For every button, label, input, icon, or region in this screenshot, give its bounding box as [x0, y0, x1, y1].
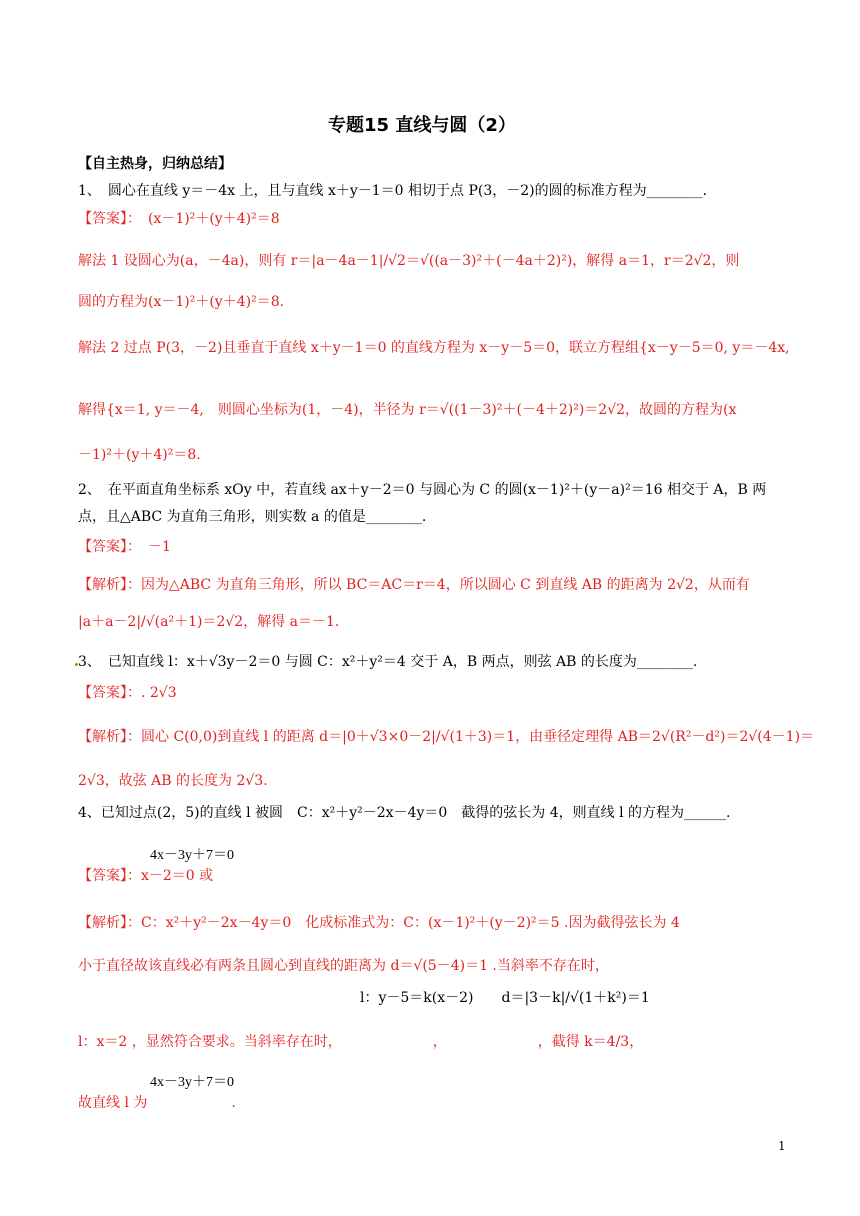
problem-2-solution-line: |a＋a－2|/√(a²＋1)＝2√2，解得 a＝－1.: [78, 614, 340, 630]
problem-1-question: 1、 圆心在直线 y＝－4x 上，且与直线 x＋y－1＝0 相切于点 P(3，－2)的圆的标准方程为________.: [78, 183, 708, 199]
problem-1-solution-line: 解法 1 设圆心为(a，－4a)，则有 r＝|a－4a－1|/√2＝√((a－3)²＋(－4a＋2)²)，解得 a＝1，r＝2√2，则: [78, 253, 740, 269]
problem-2-solution-line: 【解析】：因为△ABC 为直角三角形，所以 BC＝AC＝r＝4，所以圆心 C 到直线 AB 的距离为 2√2，从而有: [78, 577, 750, 593]
problem-1-solution-line: 解法 2 过点 P(3，－2)且垂直于直线 x＋y－1＝0 的直线方程为 x－y－5＝0，联立方程组{x－y－5＝0, y＝－4x,: [78, 340, 790, 356]
problem-4-answer: 【答案】：x－2＝0 或: [78, 868, 214, 884]
problem-4-answer-equation: 4x－3y＋7＝0: [150, 848, 234, 863]
problem-1-solution-line: 解得{x＝1, y＝－4, 则圆心坐标为(1，－4)，半径为 r＝√((1－3)²＋(－4＋2)²)＝2√2，故圆的方程为(x: [78, 402, 737, 418]
problem-1-solution-line: 圆的方程为(x－1)²＋(y＋4)²＝8.: [78, 294, 285, 310]
problem-1-answer: 【答案】： (x－1)²＋(y＋4)²＝8: [78, 211, 280, 227]
problem-2-answer: 【答案】： －1: [78, 539, 171, 555]
problem-3-question: 3、 已知直线 l：x＋√3y－2＝0 与圆 C：x²＋y²＝4 交于 A，B 两点，则弦 AB 的长度为________.: [78, 654, 698, 670]
problem-4-solution-line: l：x＝2 ，显然符合要求。当斜率存在时， ， ，截得 k＝4/3，: [78, 1034, 644, 1050]
problem-2-question: 点，且△ABC 为直角三角形，则实数 a 的值是________.: [78, 509, 427, 525]
section-heading: 【自主热身，归纳总结】: [78, 156, 232, 172]
problem-4-question: 4、已知过点(2，5)的直线 l 被圆 C：x²＋y²－2x－4y＝0 截得的弦长为 4，则直线 l 的方程为______.: [78, 805, 731, 821]
problem-4-solution-line: 小于直径故该直线必有两条且圆心到直线的距离为 d＝√(5－4)＝1 .当斜率不存在时，: [78, 958, 609, 974]
page-number: 1: [778, 1139, 786, 1153]
problem-4-line-equation: 4x－3y＋7＝0: [150, 1075, 234, 1090]
problem-3-solution-line: 2√3，故弦 AB 的长度为 2√3.: [78, 773, 268, 789]
page-title: 专题15 直线与圆（2）: [328, 115, 516, 136]
problem-3-answer: 【答案】：. 2√3: [78, 685, 177, 701]
problem-4-solution-line: 故直线 l 为 .: [78, 1095, 236, 1111]
problem-3-solution-line: 【解析】：圆心 C(0,0)到直线 l 的距离 d＝|0＋√3×0－2|/√(1＋3)＝1，由垂径定理得 AB＝2√(R²－d²)＝2√(4－1)＝: [78, 729, 815, 745]
problem-1-solution-line: －1)²＋(y＋4)²＝8.: [78, 447, 201, 463]
problem-4-solution-line: l：y－5＝k(x－2) d＝|3－k|/√(1＋k²)＝1: [360, 990, 650, 1006]
problem-2-question: 2、 在平面直角坐标系 xOy 中，若直线 ax＋y－2＝0 与圆心为 C 的圆(x－1)²＋(y－a)²＝16 相交于 A，B 两: [78, 482, 767, 498]
problem-4-solution-line: 【解析】：C：x²＋y²－2x－4y＝0 化成标准式为：C：(x－1)²＋(y－2)²＝5 .因为截得弦长为 4: [78, 915, 680, 931]
